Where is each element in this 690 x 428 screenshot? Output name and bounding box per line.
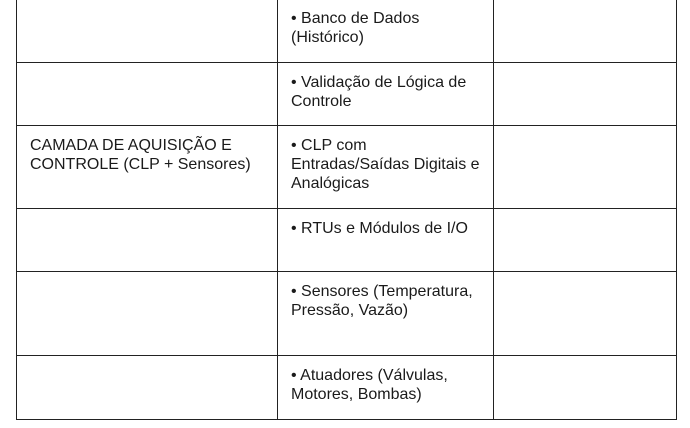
notes-cell	[494, 0, 677, 63]
notes-cell	[494, 209, 677, 272]
component-label: • CLP com Entradas/Saídas Digitais e Analógicas	[291, 137, 480, 192]
layer-cell	[17, 0, 278, 63]
component-cell	[278, 356, 494, 420]
notes-cell	[494, 63, 677, 126]
table-row	[17, 272, 677, 356]
table-row	[17, 0, 677, 63]
notes-cell	[494, 126, 677, 209]
layer-cell	[17, 209, 278, 272]
table-row	[17, 63, 677, 126]
component-cell	[278, 63, 494, 126]
layer-label: CAMADA DE AQUISIÇÃO E CONTROLE (CLP + Sensores)	[30, 137, 251, 173]
component-label: • RTUs e Módulos de I/O	[291, 220, 468, 237]
component-label: • Validação de Lógica de Controle	[291, 74, 467, 110]
table-row	[17, 356, 677, 420]
component-cell	[278, 126, 494, 209]
component-cell	[278, 272, 494, 356]
table-row	[17, 209, 677, 272]
component-label: • Sensores (Temperatura, Pressão, Vazão)	[291, 283, 473, 319]
table-row	[17, 126, 677, 209]
layer-cell	[17, 126, 278, 209]
architecture-table	[16, 0, 677, 420]
component-cell	[278, 0, 494, 63]
notes-cell	[494, 356, 677, 420]
layer-cell	[17, 63, 278, 126]
layer-cell	[17, 272, 278, 356]
notes-cell	[494, 272, 677, 356]
component-label: • Banco de Dados (Histórico)	[291, 10, 420, 46]
component-label: • Atuadores (Válvulas, Motores, Bombas)	[291, 367, 448, 403]
layer-cell	[17, 356, 278, 420]
component-cell	[278, 209, 494, 272]
